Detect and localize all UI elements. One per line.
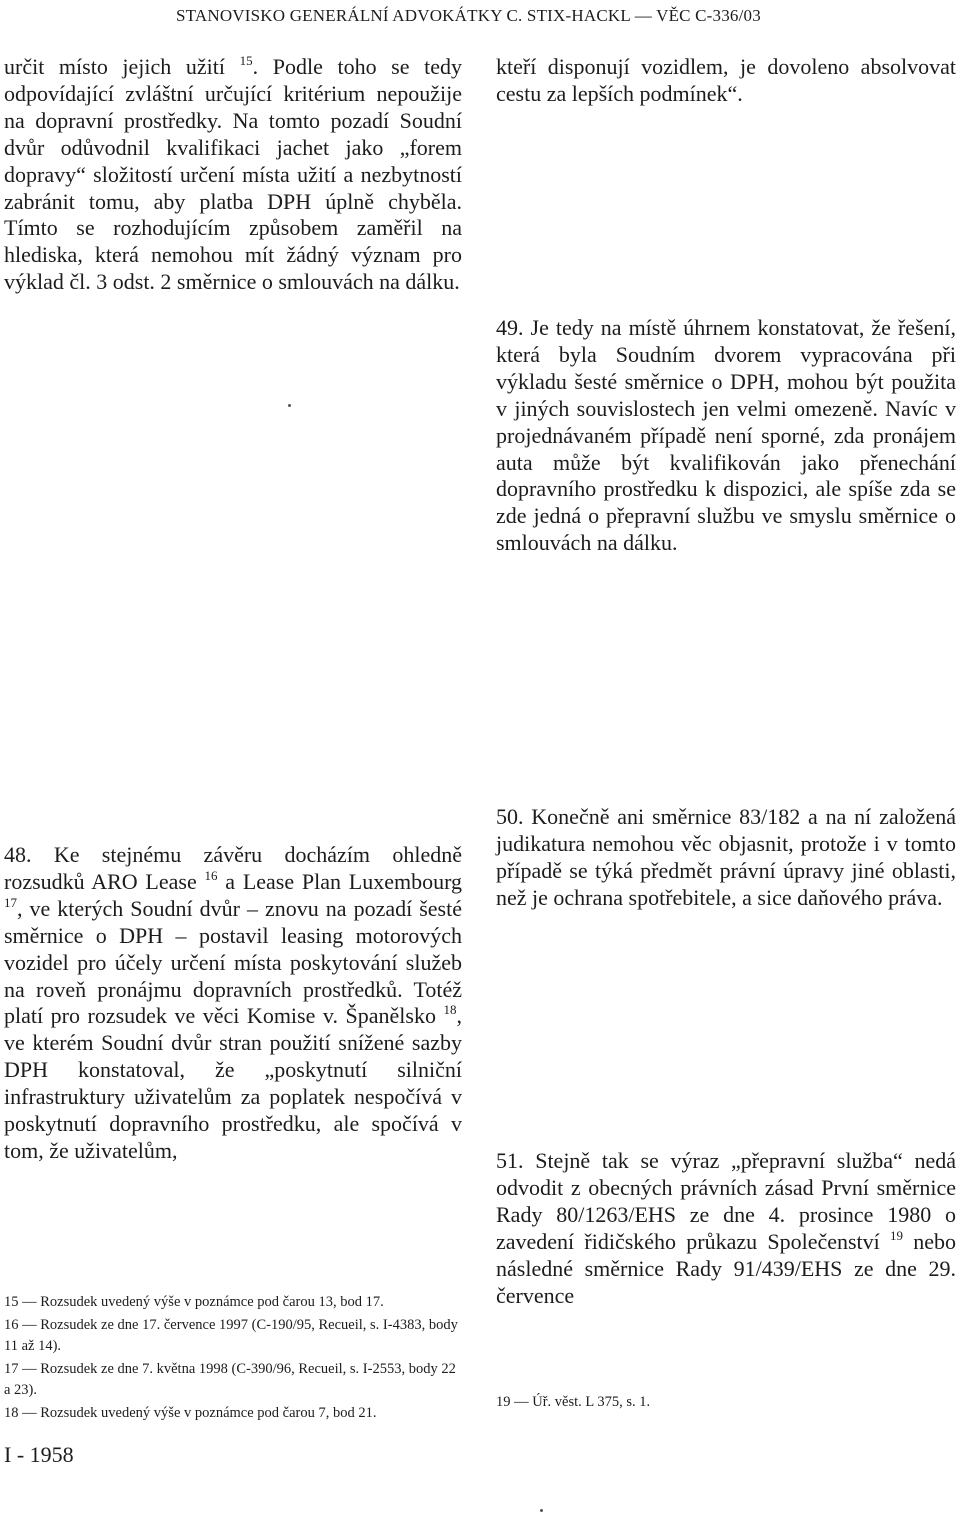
footnote-text: Rozsudek ze dne 17. července 1997 (C-190/95, Recueil, s. I-4383, body 11 až 14). — [4, 1317, 458, 1354]
text-run: Je tedy na místě úhrnem konstatovat, že řešení, která byla Soudním dvorem vypracována při výkladu šesté směrnice o DPH, mohou být použita v jiných souvislostech jen velmi omezeně. Navíc v projednávaném případě není sporné, zda pronájem auta může být kvalifikován jako přenechání dopravního prostředku k dispozici, ale spíše zda se zde jedná o přepravní službu ve smyslu směrnice o smlouvách na dálku. — [496, 315, 957, 556]
paragraph-48 — [4, 842, 462, 1165]
text-run: , ve kterých Soudní dvůr – znovu na pozadí šesté směrnice o DPH – postavil leasing motorových vozidel pro účely určení místa poskytování služeb na roveň pronájmu dopravních prostředků. Totéž platí pro rozsudek ve věci Komise v. Španělsko — [4, 895, 462, 1029]
scan-speck — [288, 404, 291, 407]
running-header: STANOVISKO GENERÁLNÍ ADVOKÁTKY C. STIX-HACKL — VĚC C-336/03 — [176, 6, 761, 25]
footnote-dash: — — [22, 1405, 37, 1421]
page-number: I - 1958 — [4, 1442, 74, 1467]
footnote-number: 18 — [4, 1405, 19, 1421]
footnote-dash: — — [22, 1361, 37, 1377]
text-run: Ke stejnému závěru docházím ohledně rozsudků ARO Lease — [4, 842, 462, 894]
paragraph-number: 51. — [496, 1148, 524, 1173]
footnote-16 — [4, 1315, 464, 1357]
footnote-19 — [496, 1392, 956, 1413]
footnote-ref-17[interactable]: 17 — [4, 894, 17, 910]
footnotes-left — [4, 1292, 464, 1424]
footnote-dash: — — [22, 1317, 37, 1333]
text-run: určit místo jejich užití — [4, 54, 226, 79]
footnote-number: 17 — [4, 1361, 19, 1377]
paragraph-50 — [496, 804, 956, 912]
footnote-dash: — — [22, 1294, 37, 1310]
text-run: Stejně tak se výraz „přepravní služba“ nedá odvodit z obecných právních zásad První směrnice Rady 80/1263/EHS ze dne 4. prosince 1980 o zavedení řidičského průkazu Společenství — [496, 1148, 956, 1254]
footnote-18 — [4, 1403, 464, 1424]
footnote-ref-15[interactable]: 15 — [239, 53, 253, 68]
footnote-number: 19 — [496, 1394, 511, 1410]
left-top-paragraph — [4, 54, 462, 296]
footnote-number: 15 — [4, 1294, 19, 1310]
text-run: . Podle toho se tedy odpovídající zvláštní určující kritérium nepoužije na dopravní prostředky. Na tomto pozadí Soudní dvůr odůvodnil kvalifikaci jachet jako „forem dopravy“ složitostí určení místa užití a nezbytností zabránit tomu, aby platba DPH úplně chyběla. Tímto se rozhodujícím způsobem zaměřil na hlediska, která nemohou mít žádný význam pro výklad čl. 3 odst. 2 směrnice o smlouvách na dálku. — [4, 54, 462, 295]
text-run: , ve kterém Soudní dvůr stran použití snížené sazby DPH konstatoval, že „poskytnutí silniční infrastruktury uživatelům za poplatek nespočívá v poskytnutí dopravního prostředku, ale spočívá v tom, že uživatelům, — [4, 1003, 463, 1163]
footnote-ref-19[interactable]: 19 — [890, 1227, 904, 1243]
footnote-text: Rozsudek ze dne 7. května 1998 (C-390/96, Recueil, s. I-2553, body 22 a 23). — [4, 1361, 456, 1398]
footnote-number: 16 — [4, 1317, 19, 1333]
footnote-text: Úř. věst. L 375, s. 1. — [532, 1394, 651, 1410]
paragraph-number: 48. — [4, 842, 32, 867]
scan-speck — [540, 1509, 543, 1512]
text-run: Konečně ani směrnice 83/182 a na ní založená judikatura nemohou věc objasnit, protože i v tomto případě se týká předmět právní úpravy jiné oblasti, než je ochrana spotřebitele, a sice daňového práva. — [496, 804, 957, 910]
text-run: a Lease Plan Luxembourg — [225, 868, 463, 894]
footnote-text: Rozsudek uvedený výše v poznámce pod čarou 7, bod 21. — [40, 1405, 377, 1421]
text-run: nebo následné směrnice Rady 91/439/EHS ze dne 29. července — [496, 1228, 957, 1308]
footnote-ref-16[interactable]: 16 — [204, 867, 218, 883]
footnote-15 — [4, 1292, 464, 1313]
right-top-continuation: kteří disponují vozidlem, je dovoleno absolvovat cestu za lepších podmínek“. — [496, 54, 956, 106]
footnote-dash: — — [514, 1394, 529, 1410]
footnote-17 — [4, 1359, 464, 1401]
paragraph-number: 50. — [496, 804, 524, 829]
paragraph-49 — [496, 315, 956, 557]
paragraph-51 — [496, 1148, 956, 1309]
footnotes-right — [496, 1392, 956, 1413]
footnote-text: Rozsudek uvedený výše v poznámce pod čarou 13, bod 17. — [40, 1294, 384, 1310]
footnote-ref-18[interactable]: 18 — [443, 1002, 457, 1018]
paragraph-number: 49. — [496, 315, 524, 340]
